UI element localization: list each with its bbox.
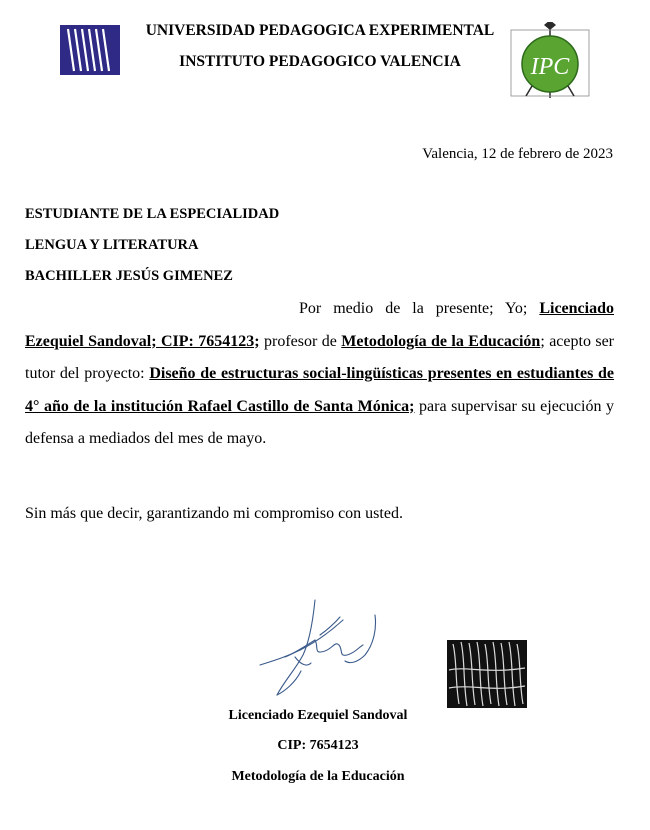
university-title: UNIVERSIDAD PEDAGOGICA EXPERIMENTAL [145,22,495,39]
body-intro: Por medio de la presente; Yo; [299,300,540,317]
date-line: Valencia, 12 de febrero de 2023 [422,146,613,162]
tutor-name: Licenciado Ezequiel Sandoval; CIP: 7654123; [25,300,614,350]
signer-subject: Metodología de la Educación [231,769,405,784]
closing-line: Sin más que decir, garantizando mi compromiso con usted. [25,505,403,522]
body-accept: ; acepto ser tutor del proyecto: [25,332,615,382]
body-professor-of: profesor de [259,332,342,350]
signer-cip: CIP: 7654123 [277,738,359,753]
recipient-line-3: BACHILLER JESÚS GIMENEZ [25,268,233,284]
institute-title: INSTITUTO PEDAGOGICO VALENCIA [179,53,461,70]
handwritten-signature [255,595,385,705]
ipc-logo [510,22,590,100]
body-purpose: para supervisar su ejecución y defensa a mediados del mes de mayo. [25,397,614,447]
recipient-line-2: LENGUA Y LITERATURA [25,237,199,253]
project-title: Diseño de estructuras social-lingüísticas presentes en estudiantes de 4° año de la institución Rafael Castillo de Santa Mónica; [25,365,614,415]
ipc-logo-text: IPC [530,54,570,80]
letter-body [25,293,614,456]
subject-name: Metodología de la Educación [341,332,541,350]
fingerprint [447,640,527,708]
signer-name: Licenciado Ezequiel Sandoval [228,708,408,723]
recipient-line-1: ESTUDIANTE DE LA ESPECIALIDAD [25,206,280,222]
